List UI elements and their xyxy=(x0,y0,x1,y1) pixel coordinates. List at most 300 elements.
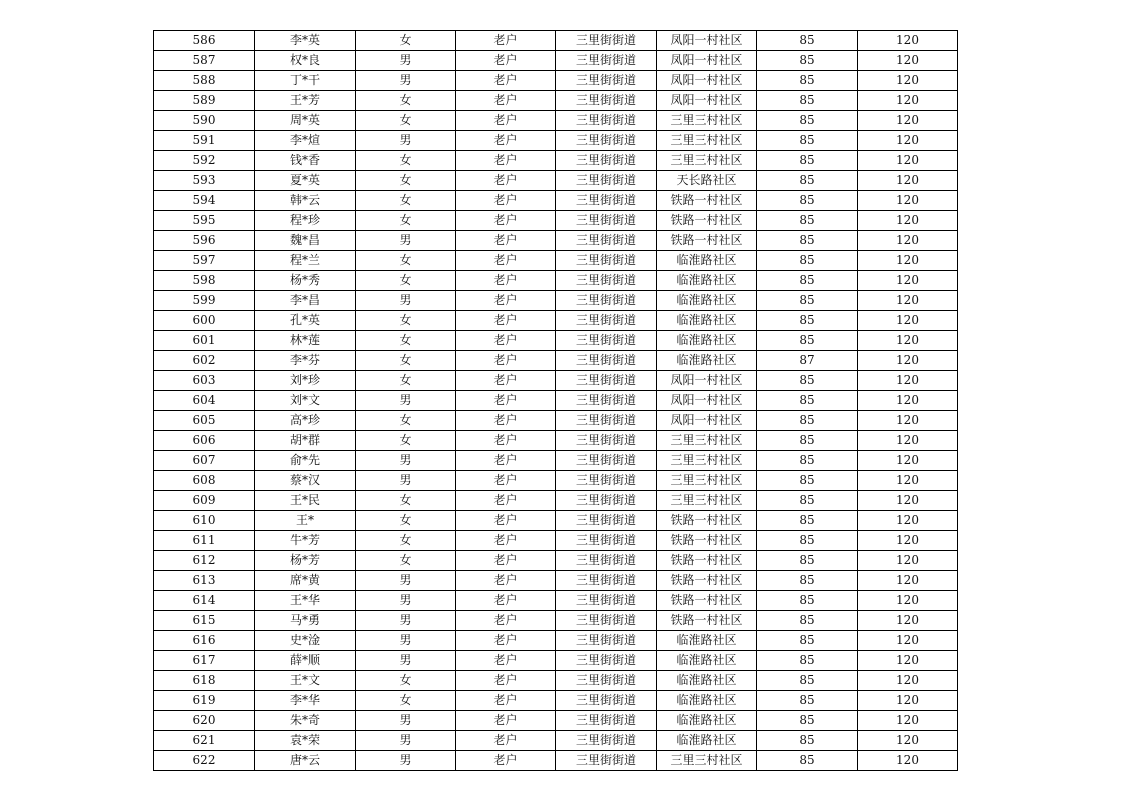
name-cell: 唐*云 xyxy=(255,751,356,771)
records-table xyxy=(153,30,958,771)
score-cell: 85 xyxy=(757,111,858,131)
subdistrict-cell: 三里街街道 xyxy=(556,231,657,251)
row-number-cell: 620 xyxy=(154,711,255,731)
community-cell: 临淮路社区 xyxy=(657,631,757,651)
community-cell: 三里三村社区 xyxy=(657,751,757,771)
amount-cell: 120 xyxy=(858,111,958,131)
amount-cell: 120 xyxy=(858,371,958,391)
name-cell: 王*民 xyxy=(255,491,356,511)
name-cell: 李*华 xyxy=(255,691,356,711)
gender-cell: 女 xyxy=(356,371,456,391)
gender-cell: 女 xyxy=(356,251,456,271)
amount-cell: 120 xyxy=(858,131,958,151)
gender-cell: 女 xyxy=(356,331,456,351)
subdistrict-cell: 三里街街道 xyxy=(556,451,657,471)
name-cell: 丁*干 xyxy=(255,71,356,91)
community-cell: 凤阳一村社区 xyxy=(657,71,757,91)
score-cell: 85 xyxy=(757,491,858,511)
household-type-cell: 老户 xyxy=(456,331,556,351)
score-cell: 85 xyxy=(757,531,858,551)
subdistrict-cell: 三里街街道 xyxy=(556,671,657,691)
gender-cell: 女 xyxy=(356,671,456,691)
gender-cell: 男 xyxy=(356,751,456,771)
gender-cell: 女 xyxy=(356,551,456,571)
score-cell: 85 xyxy=(757,651,858,671)
row-number-cell: 598 xyxy=(154,271,255,291)
gender-cell: 女 xyxy=(356,111,456,131)
gender-cell: 男 xyxy=(356,731,456,751)
table-row xyxy=(154,471,958,491)
subdistrict-cell: 三里街街道 xyxy=(556,131,657,151)
row-number-cell: 604 xyxy=(154,391,255,411)
score-cell: 85 xyxy=(757,751,858,771)
community-cell: 临淮路社区 xyxy=(657,291,757,311)
household-type-cell: 老户 xyxy=(456,571,556,591)
household-type-cell: 老户 xyxy=(456,71,556,91)
name-cell: 刘*文 xyxy=(255,391,356,411)
gender-cell: 男 xyxy=(356,591,456,611)
name-cell: 胡*群 xyxy=(255,431,356,451)
household-type-cell: 老户 xyxy=(456,431,556,451)
community-cell: 凤阳一村社区 xyxy=(657,91,757,111)
community-cell: 三里三村社区 xyxy=(657,131,757,151)
score-cell: 85 xyxy=(757,51,858,71)
row-number-cell: 597 xyxy=(154,251,255,271)
community-cell: 铁路一村社区 xyxy=(657,531,757,551)
amount-cell: 120 xyxy=(858,551,958,571)
gender-cell: 女 xyxy=(356,211,456,231)
community-cell: 铁路一村社区 xyxy=(657,591,757,611)
subdistrict-cell: 三里街街道 xyxy=(556,291,657,311)
table-row xyxy=(154,631,958,651)
row-number-cell: 607 xyxy=(154,451,255,471)
score-cell: 85 xyxy=(757,211,858,231)
amount-cell: 120 xyxy=(858,591,958,611)
row-number-cell: 611 xyxy=(154,531,255,551)
amount-cell: 120 xyxy=(858,351,958,371)
score-cell: 85 xyxy=(757,571,858,591)
community-cell: 铁路一村社区 xyxy=(657,211,757,231)
community-cell: 临淮路社区 xyxy=(657,351,757,371)
score-cell: 85 xyxy=(757,611,858,631)
table-row xyxy=(154,491,958,511)
amount-cell: 120 xyxy=(858,491,958,511)
row-number-cell: 622 xyxy=(154,751,255,771)
subdistrict-cell: 三里街街道 xyxy=(556,31,657,51)
table-row xyxy=(154,451,958,471)
score-cell: 85 xyxy=(757,311,858,331)
household-type-cell: 老户 xyxy=(456,91,556,111)
subdistrict-cell: 三里街街道 xyxy=(556,51,657,71)
name-cell: 薛*顺 xyxy=(255,651,356,671)
row-number-cell: 621 xyxy=(154,731,255,751)
subdistrict-cell: 三里街街道 xyxy=(556,651,657,671)
household-type-cell: 老户 xyxy=(456,271,556,291)
community-cell: 凤阳一村社区 xyxy=(657,51,757,71)
amount-cell: 120 xyxy=(858,471,958,491)
subdistrict-cell: 三里街街道 xyxy=(556,511,657,531)
amount-cell: 120 xyxy=(858,271,958,291)
gender-cell: 女 xyxy=(356,691,456,711)
name-cell: 马*勇 xyxy=(255,611,356,631)
table-row xyxy=(154,91,958,111)
table-row xyxy=(154,711,958,731)
subdistrict-cell: 三里街街道 xyxy=(556,471,657,491)
row-number-cell: 595 xyxy=(154,211,255,231)
table-row xyxy=(154,231,958,251)
name-cell: 牛*芳 xyxy=(255,531,356,551)
gender-cell: 男 xyxy=(356,451,456,471)
community-cell: 铁路一村社区 xyxy=(657,571,757,591)
amount-cell: 120 xyxy=(858,211,958,231)
table-row xyxy=(154,111,958,131)
row-number-cell: 617 xyxy=(154,651,255,671)
household-type-cell: 老户 xyxy=(456,351,556,371)
name-cell: 刘*珍 xyxy=(255,371,356,391)
score-cell: 85 xyxy=(757,291,858,311)
name-cell: 席*黄 xyxy=(255,571,356,591)
table-row xyxy=(154,751,958,771)
household-type-cell: 老户 xyxy=(456,231,556,251)
amount-cell: 120 xyxy=(858,571,958,591)
table-row xyxy=(154,151,958,171)
gender-cell: 女 xyxy=(356,91,456,111)
row-number-cell: 594 xyxy=(154,191,255,211)
records-table-body xyxy=(154,31,958,771)
household-type-cell: 老户 xyxy=(456,171,556,191)
amount-cell: 120 xyxy=(858,391,958,411)
name-cell: 杨*秀 xyxy=(255,271,356,291)
row-number-cell: 605 xyxy=(154,411,255,431)
community-cell: 临淮路社区 xyxy=(657,691,757,711)
row-number-cell: 599 xyxy=(154,291,255,311)
community-cell: 铁路一村社区 xyxy=(657,191,757,211)
row-number-cell: 589 xyxy=(154,91,255,111)
table-row xyxy=(154,71,958,91)
table-row xyxy=(154,371,958,391)
table-row xyxy=(154,431,958,451)
row-number-cell: 612 xyxy=(154,551,255,571)
score-cell: 85 xyxy=(757,631,858,651)
table-row xyxy=(154,191,958,211)
row-number-cell: 603 xyxy=(154,371,255,391)
row-number-cell: 615 xyxy=(154,611,255,631)
score-cell: 85 xyxy=(757,91,858,111)
row-number-cell: 596 xyxy=(154,231,255,251)
gender-cell: 男 xyxy=(356,651,456,671)
amount-cell: 120 xyxy=(858,91,958,111)
row-number-cell: 619 xyxy=(154,691,255,711)
gender-cell: 女 xyxy=(356,151,456,171)
score-cell: 85 xyxy=(757,731,858,751)
subdistrict-cell: 三里街街道 xyxy=(556,211,657,231)
amount-cell: 120 xyxy=(858,31,958,51)
name-cell: 李*昌 xyxy=(255,291,356,311)
amount-cell: 120 xyxy=(858,671,958,691)
amount-cell: 120 xyxy=(858,731,958,751)
table-row xyxy=(154,291,958,311)
gender-cell: 女 xyxy=(356,271,456,291)
household-type-cell: 老户 xyxy=(456,391,556,411)
household-type-cell: 老户 xyxy=(456,731,556,751)
table-row xyxy=(154,331,958,351)
household-type-cell: 老户 xyxy=(456,591,556,611)
name-cell: 魏*昌 xyxy=(255,231,356,251)
score-cell: 85 xyxy=(757,551,858,571)
row-number-cell: 587 xyxy=(154,51,255,71)
row-number-cell: 600 xyxy=(154,311,255,331)
score-cell: 85 xyxy=(757,711,858,731)
community-cell: 临淮路社区 xyxy=(657,651,757,671)
subdistrict-cell: 三里街街道 xyxy=(556,531,657,551)
subdistrict-cell: 三里街街道 xyxy=(556,631,657,651)
amount-cell: 120 xyxy=(858,711,958,731)
household-type-cell: 老户 xyxy=(456,611,556,631)
gender-cell: 男 xyxy=(356,711,456,731)
name-cell: 权*良 xyxy=(255,51,356,71)
table-row xyxy=(154,531,958,551)
household-type-cell: 老户 xyxy=(456,491,556,511)
amount-cell: 120 xyxy=(858,311,958,331)
amount-cell: 120 xyxy=(858,511,958,531)
row-number-cell: 616 xyxy=(154,631,255,651)
subdistrict-cell: 三里街街道 xyxy=(556,411,657,431)
subdistrict-cell: 三里街街道 xyxy=(556,271,657,291)
score-cell: 85 xyxy=(757,451,858,471)
household-type-cell: 老户 xyxy=(456,631,556,651)
community-cell: 临淮路社区 xyxy=(657,311,757,331)
table-row xyxy=(154,731,958,751)
name-cell: 俞*先 xyxy=(255,451,356,471)
gender-cell: 女 xyxy=(356,431,456,451)
name-cell: 王*芳 xyxy=(255,91,356,111)
household-type-cell: 老户 xyxy=(456,471,556,491)
community-cell: 天长路社区 xyxy=(657,171,757,191)
row-number-cell: 602 xyxy=(154,351,255,371)
score-cell: 85 xyxy=(757,691,858,711)
table-row xyxy=(154,411,958,431)
name-cell: 孔*英 xyxy=(255,311,356,331)
community-cell: 铁路一村社区 xyxy=(657,551,757,571)
score-cell: 85 xyxy=(757,191,858,211)
score-cell: 85 xyxy=(757,31,858,51)
gender-cell: 男 xyxy=(356,291,456,311)
amount-cell: 120 xyxy=(858,451,958,471)
row-number-cell: 591 xyxy=(154,131,255,151)
table-row xyxy=(154,391,958,411)
household-type-cell: 老户 xyxy=(456,511,556,531)
subdistrict-cell: 三里街街道 xyxy=(556,391,657,411)
community-cell: 三里三村社区 xyxy=(657,471,757,491)
score-cell: 85 xyxy=(757,431,858,451)
row-number-cell: 588 xyxy=(154,71,255,91)
community-cell: 凤阳一村社区 xyxy=(657,411,757,431)
row-number-cell: 608 xyxy=(154,471,255,491)
table-row xyxy=(154,611,958,631)
household-type-cell: 老户 xyxy=(456,111,556,131)
household-type-cell: 老户 xyxy=(456,151,556,171)
household-type-cell: 老户 xyxy=(456,251,556,271)
score-cell: 85 xyxy=(757,371,858,391)
gender-cell: 男 xyxy=(356,471,456,491)
score-cell: 85 xyxy=(757,131,858,151)
household-type-cell: 老户 xyxy=(456,411,556,431)
gender-cell: 女 xyxy=(356,411,456,431)
table-row xyxy=(154,511,958,531)
community-cell: 临淮路社区 xyxy=(657,331,757,351)
amount-cell: 120 xyxy=(858,611,958,631)
table-row xyxy=(154,271,958,291)
subdistrict-cell: 三里街街道 xyxy=(556,431,657,451)
score-cell: 85 xyxy=(757,71,858,91)
row-number-cell: 601 xyxy=(154,331,255,351)
gender-cell: 女 xyxy=(356,311,456,331)
household-type-cell: 老户 xyxy=(456,31,556,51)
household-type-cell: 老户 xyxy=(456,211,556,231)
subdistrict-cell: 三里街街道 xyxy=(556,611,657,631)
amount-cell: 120 xyxy=(858,171,958,191)
table-row xyxy=(154,571,958,591)
table-row xyxy=(154,251,958,271)
amount-cell: 120 xyxy=(858,691,958,711)
gender-cell: 女 xyxy=(356,531,456,551)
household-type-cell: 老户 xyxy=(456,531,556,551)
subdistrict-cell: 三里街街道 xyxy=(556,371,657,391)
table-row xyxy=(154,591,958,611)
row-number-cell: 590 xyxy=(154,111,255,131)
table-row xyxy=(154,351,958,371)
gender-cell: 女 xyxy=(356,511,456,531)
amount-cell: 120 xyxy=(858,51,958,71)
community-cell: 铁路一村社区 xyxy=(657,511,757,531)
subdistrict-cell: 三里街街道 xyxy=(556,691,657,711)
row-number-cell: 610 xyxy=(154,511,255,531)
community-cell: 凤阳一村社区 xyxy=(657,391,757,411)
household-type-cell: 老户 xyxy=(456,291,556,311)
name-cell: 王*华 xyxy=(255,591,356,611)
subdistrict-cell: 三里街街道 xyxy=(556,751,657,771)
subdistrict-cell: 三里街街道 xyxy=(556,311,657,331)
name-cell: 钱*香 xyxy=(255,151,356,171)
household-type-cell: 老户 xyxy=(456,711,556,731)
community-cell: 三里三村社区 xyxy=(657,111,757,131)
community-cell: 凤阳一村社区 xyxy=(657,371,757,391)
table-row xyxy=(154,51,958,71)
row-number-cell: 609 xyxy=(154,491,255,511)
gender-cell: 男 xyxy=(356,131,456,151)
score-cell: 85 xyxy=(757,411,858,431)
name-cell: 韩*云 xyxy=(255,191,356,211)
table-row xyxy=(154,691,958,711)
amount-cell: 120 xyxy=(858,631,958,651)
table-row xyxy=(154,211,958,231)
household-type-cell: 老户 xyxy=(456,371,556,391)
community-cell: 临淮路社区 xyxy=(657,711,757,731)
amount-cell: 120 xyxy=(858,291,958,311)
amount-cell: 120 xyxy=(858,71,958,91)
score-cell: 85 xyxy=(757,391,858,411)
household-type-cell: 老户 xyxy=(456,551,556,571)
subdistrict-cell: 三里街街道 xyxy=(556,571,657,591)
name-cell: 杨*芳 xyxy=(255,551,356,571)
subdistrict-cell: 三里街街道 xyxy=(556,191,657,211)
gender-cell: 男 xyxy=(356,71,456,91)
gender-cell: 女 xyxy=(356,31,456,51)
community-cell: 临淮路社区 xyxy=(657,671,757,691)
subdistrict-cell: 三里街街道 xyxy=(556,331,657,351)
row-number-cell: 613 xyxy=(154,571,255,591)
amount-cell: 120 xyxy=(858,251,958,271)
name-cell: 袁*荣 xyxy=(255,731,356,751)
name-cell: 李*芬 xyxy=(255,351,356,371)
household-type-cell: 老户 xyxy=(456,651,556,671)
table-row xyxy=(154,31,958,51)
community-cell: 凤阳一村社区 xyxy=(657,31,757,51)
community-cell: 三里三村社区 xyxy=(657,491,757,511)
row-number-cell: 586 xyxy=(154,31,255,51)
subdistrict-cell: 三里街街道 xyxy=(556,351,657,371)
name-cell: 高*珍 xyxy=(255,411,356,431)
gender-cell: 女 xyxy=(356,191,456,211)
community-cell: 三里三村社区 xyxy=(657,451,757,471)
amount-cell: 120 xyxy=(858,651,958,671)
household-type-cell: 老户 xyxy=(456,131,556,151)
table-row xyxy=(154,131,958,151)
gender-cell: 男 xyxy=(356,631,456,651)
amount-cell: 120 xyxy=(858,151,958,171)
gender-cell: 女 xyxy=(356,171,456,191)
household-type-cell: 老户 xyxy=(456,311,556,331)
table-row xyxy=(154,311,958,331)
amount-cell: 120 xyxy=(858,431,958,451)
score-cell: 85 xyxy=(757,471,858,491)
name-cell: 蔡*汉 xyxy=(255,471,356,491)
score-cell: 85 xyxy=(757,331,858,351)
amount-cell: 120 xyxy=(858,191,958,211)
subdistrict-cell: 三里街街道 xyxy=(556,491,657,511)
name-cell: 史*淦 xyxy=(255,631,356,651)
community-cell: 临淮路社区 xyxy=(657,271,757,291)
household-type-cell: 老户 xyxy=(456,671,556,691)
name-cell: 程*兰 xyxy=(255,251,356,271)
table-row xyxy=(154,671,958,691)
gender-cell: 男 xyxy=(356,571,456,591)
subdistrict-cell: 三里街街道 xyxy=(556,731,657,751)
score-cell: 85 xyxy=(757,671,858,691)
row-number-cell: 606 xyxy=(154,431,255,451)
gender-cell: 男 xyxy=(356,51,456,71)
subdistrict-cell: 三里街街道 xyxy=(556,591,657,611)
subdistrict-cell: 三里街街道 xyxy=(556,251,657,271)
household-type-cell: 老户 xyxy=(456,751,556,771)
name-cell: 李*煊 xyxy=(255,131,356,151)
subdistrict-cell: 三里街街道 xyxy=(556,711,657,731)
name-cell: 李*英 xyxy=(255,31,356,51)
name-cell: 朱*奇 xyxy=(255,711,356,731)
household-type-cell: 老户 xyxy=(456,691,556,711)
amount-cell: 120 xyxy=(858,331,958,351)
row-number-cell: 592 xyxy=(154,151,255,171)
gender-cell: 男 xyxy=(356,611,456,631)
name-cell: 周*英 xyxy=(255,111,356,131)
row-number-cell: 614 xyxy=(154,591,255,611)
community-cell: 铁路一村社区 xyxy=(657,611,757,631)
score-cell: 85 xyxy=(757,271,858,291)
name-cell: 程*珍 xyxy=(255,211,356,231)
community-cell: 临淮路社区 xyxy=(657,251,757,271)
score-cell: 85 xyxy=(757,151,858,171)
score-cell: 85 xyxy=(757,171,858,191)
